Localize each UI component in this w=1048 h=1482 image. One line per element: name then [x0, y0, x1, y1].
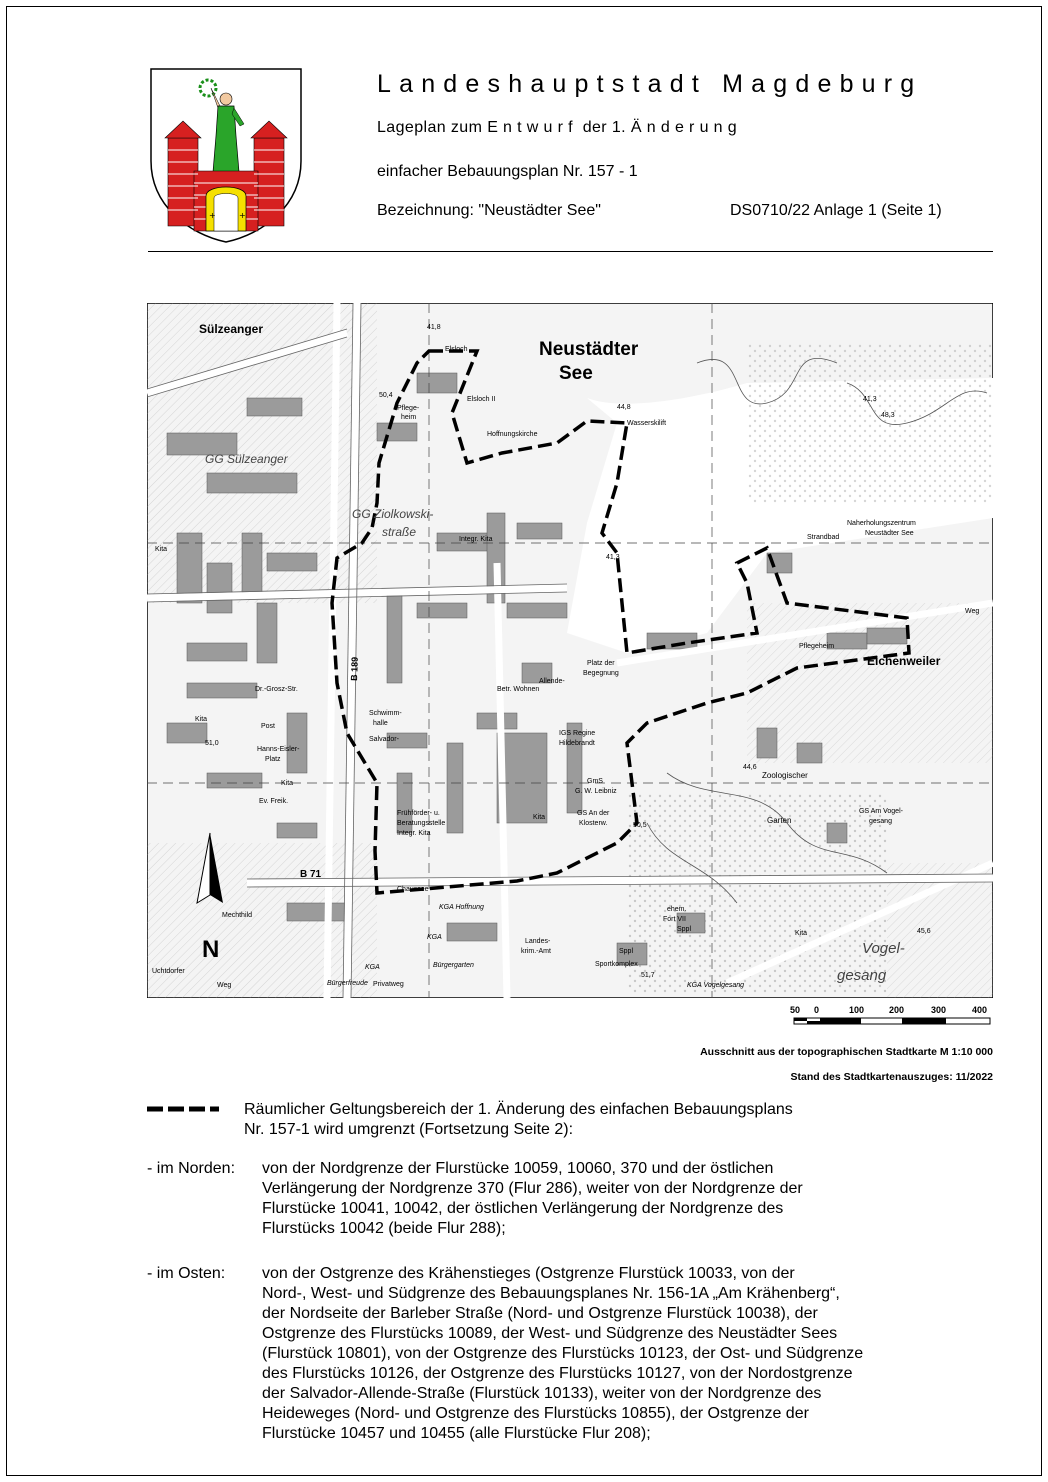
- plan-designation: Bezeichnung: "Neustädter See": [377, 202, 601, 219]
- map-label: Sppl: [619, 948, 634, 955]
- legend-description: [244, 1100, 964, 1140]
- height-label: 48,3: [881, 412, 895, 419]
- map-label: Kita: [195, 716, 208, 723]
- boundary-east-label: - im Osten:: [147, 1265, 226, 1282]
- map-label: Platz: [265, 756, 281, 763]
- height-label: 50,5: [633, 822, 647, 829]
- map-label: GG Ziolkowski-: [352, 507, 434, 521]
- scale-tick: 200: [889, 1005, 905, 1015]
- map-label: B 189: [349, 656, 360, 682]
- map-label: Begegnung: [583, 670, 619, 677]
- map-label: Vogel-: [862, 940, 905, 957]
- height-label: 41,3: [606, 554, 620, 561]
- map-label: GS An der: [577, 810, 610, 817]
- plan-number: einfacher Bebauungsplan Nr. 157 - 1: [377, 163, 638, 180]
- text-line: der Nordseite der Barleber Straße (Nord- und Ostgrenze Flurstück 10038), der: [262, 1305, 818, 1322]
- map-label: Naherholungszentrum: [847, 520, 916, 527]
- map-label: Privatweg: [373, 981, 404, 988]
- scale-tick: 0: [814, 1005, 820, 1015]
- map-label: Frühförder- u.: [397, 810, 440, 817]
- map-label: Kita: [155, 546, 168, 553]
- map-label: Eichenweiler: [867, 654, 941, 668]
- map-label: Beratungsstelle: [397, 820, 446, 827]
- map-label: G. W. Leibniz: [575, 788, 617, 795]
- boundary-north-label: - im Norden:: [147, 1160, 236, 1177]
- height-label: 45,6: [917, 928, 931, 935]
- height-label: 50,4: [379, 392, 393, 399]
- map-label-lake-2: See: [559, 363, 593, 384]
- map-label: Betr. Wohnen: [497, 686, 540, 693]
- map-label: krim.-Amt: [521, 948, 551, 955]
- map-label: Hoffnungskirche: [487, 431, 538, 438]
- subtitle-part: Entwurf: [487, 119, 578, 136]
- map-label: Integr. Kita: [459, 536, 493, 543]
- site-plan-map: [147, 303, 993, 998]
- text-line: von der Nordgrenze der Flurstücke 10059, 10060, 370 und der östlichen: [262, 1160, 774, 1177]
- map-label-lake: Neustädter: [539, 339, 639, 360]
- boundary-east-text: [262, 1264, 1002, 1444]
- map-label: GmS: [587, 778, 603, 785]
- map-label: ehem.: [667, 906, 687, 913]
- map-label: Uchtdorfer: [152, 968, 185, 975]
- map-label: Zoologischer: [762, 771, 808, 780]
- map-label: Allende-: [539, 678, 565, 685]
- map-label: Weg: [217, 982, 232, 989]
- map-label: Elsloch II: [467, 396, 496, 403]
- map-label: Bürgergarten: [433, 962, 474, 969]
- map-label: KGA: [427, 934, 442, 941]
- text-line: Nord-, West- und Südgrenze des Bebauungsplanes Nr. 156-1A „Am Krähenberg“,: [262, 1285, 840, 1302]
- scale-bar: [790, 1002, 995, 1034]
- legend-line: Räumlicher Geltungsbereich der 1. Änderung des einfachen Bebauungsplans: [244, 1101, 793, 1118]
- document-reference: DS0710/22 Anlage 1 (Seite 1): [730, 202, 942, 219]
- map-label: Sportkomplex: [595, 961, 638, 968]
- map-label: Kita: [281, 780, 294, 787]
- map-label: Dr.-Grosz-Str.: [255, 686, 298, 693]
- map-label: Salvador-: [369, 736, 399, 743]
- plan-subtitle: [377, 119, 742, 137]
- map-source-note: Ausschnitt aus der topographischen Stadtkarte M 1:10 000: [700, 1046, 993, 1058]
- map-label: Pflegeheim: [799, 643, 835, 650]
- coat-of-arms-logo: [148, 66, 304, 244]
- map-label: Fort VII: [663, 916, 686, 923]
- boundary-north-text: [262, 1159, 1002, 1239]
- text-line: des Flurstücks 10126, der Ostgrenze des Flurstücks 10127, von der Nordostgrenze: [262, 1365, 853, 1382]
- north-label: N: [202, 936, 220, 963]
- map-label: Kita: [533, 814, 546, 821]
- map-label: Integr. Kita: [397, 830, 431, 837]
- map-label: heim: [401, 414, 417, 421]
- page-title: Landeshauptstadt Magdeburg: [377, 70, 923, 98]
- svg-text:+: +: [239, 211, 246, 220]
- map-label: Neustädter See: [865, 530, 914, 537]
- map-label: Elsloch: [445, 346, 468, 353]
- map-label: KGA Vogelgesang: [687, 982, 745, 989]
- scale-tick: 400: [972, 1005, 988, 1015]
- map-label: Post: [261, 723, 276, 730]
- legend-line: Nr. 157-1 wird umgrenzt (Fortsetzung Seite 2):: [244, 1121, 574, 1138]
- text-line: von der Ostgrenze des Krähenstieges (Ostgrenze Flurstück 10033, von der: [262, 1265, 795, 1282]
- map-label: Chaussee: [397, 886, 429, 893]
- map-label: Garten: [767, 816, 792, 825]
- map-label: Bürgerfreude: [327, 980, 368, 987]
- scale-tick: 300: [931, 1005, 947, 1015]
- map-label: Weg: [965, 608, 980, 615]
- map-label: KGA: [365, 964, 380, 971]
- subtitle-part: Änderung: [630, 119, 742, 136]
- text-line: Flurstücke 10457 und 10455 (alle Flurstücke Flur 208);: [262, 1425, 651, 1442]
- map-label: halle: [373, 720, 388, 727]
- height-label: 44,6: [743, 764, 757, 771]
- map-label: GG Sülzeanger: [205, 452, 288, 466]
- height-label: 51,0: [205, 740, 219, 747]
- map-label: KGA Hoffnung: [439, 904, 484, 911]
- map-label: Hanns-Eisler-: [257, 746, 300, 753]
- map-label: Schwimm-: [369, 710, 402, 717]
- map-label: Platz der: [587, 660, 615, 667]
- height-label: 51,7: [641, 972, 655, 979]
- map-label: Sppl: [677, 926, 692, 933]
- map-label: Landes-: [525, 938, 551, 945]
- scale-tick: 50: [790, 1005, 801, 1015]
- map-label: straße: [382, 525, 417, 539]
- height-label: 41,3: [863, 396, 877, 403]
- scale-tick: 100: [849, 1005, 865, 1015]
- text-line: Heideweges (Nord- und Ostgrenze des Flurstücks 10855), der Ostgrenze der: [262, 1405, 809, 1422]
- subtitle-part: Lageplan zum: [377, 119, 483, 136]
- map-label: Wasserskilift: [627, 420, 667, 427]
- map-label: Mechthild: [222, 912, 252, 919]
- text-line: der Salvador-Allende-Straße (Flurstück 10133), weiter von der Nordgrenze des: [262, 1385, 822, 1402]
- map-label: Klosterw.: [579, 820, 608, 827]
- text-line: Verlängerung der Nordgrenze 370 (Flur 286), weiter von der Nordgrenze der: [262, 1180, 803, 1197]
- text-line: (Flurstück 10801), von der Ostgrenze des Flurstücks 10123, der Ost- und Südgrenze: [262, 1345, 864, 1362]
- map-label: B 71: [300, 869, 322, 880]
- map-label: gesang: [869, 818, 892, 825]
- map-label: gesang: [837, 967, 887, 984]
- map-label: GS Am Vogel-: [859, 808, 903, 815]
- subtitle-part: der 1.: [582, 119, 627, 136]
- map-label: Kita: [795, 930, 808, 937]
- map-label: Strandbad: [807, 534, 840, 541]
- text-line: Flurstücke 10041, 10042, der östlichen Verlängerung der Nordgrenze des: [262, 1200, 784, 1217]
- map-label: Sülzeanger: [199, 322, 264, 336]
- height-label: 44,8: [617, 404, 631, 411]
- height-label: 41,8: [427, 324, 441, 331]
- header-divider: [148, 251, 993, 252]
- text-line: Flurstücks 10042 (beide Flur 288);: [262, 1220, 506, 1237]
- map-label: Hildebrandt: [559, 740, 595, 747]
- map-label: Ev. Freik.: [259, 798, 289, 805]
- text-line: Ostgrenze des Flurstücks 10089, der West- und Südgrenze des Neustädter Sees: [262, 1325, 838, 1342]
- svg-text:+: +: [209, 211, 216, 220]
- boundary-legend-symbol: [147, 1105, 219, 1113]
- map-label: Pflege-: [397, 405, 420, 412]
- map-date-note: Stand des Stadtkartenauszuges: 11/2022: [790, 1071, 993, 1083]
- map-label: IGS Regine: [559, 730, 596, 737]
